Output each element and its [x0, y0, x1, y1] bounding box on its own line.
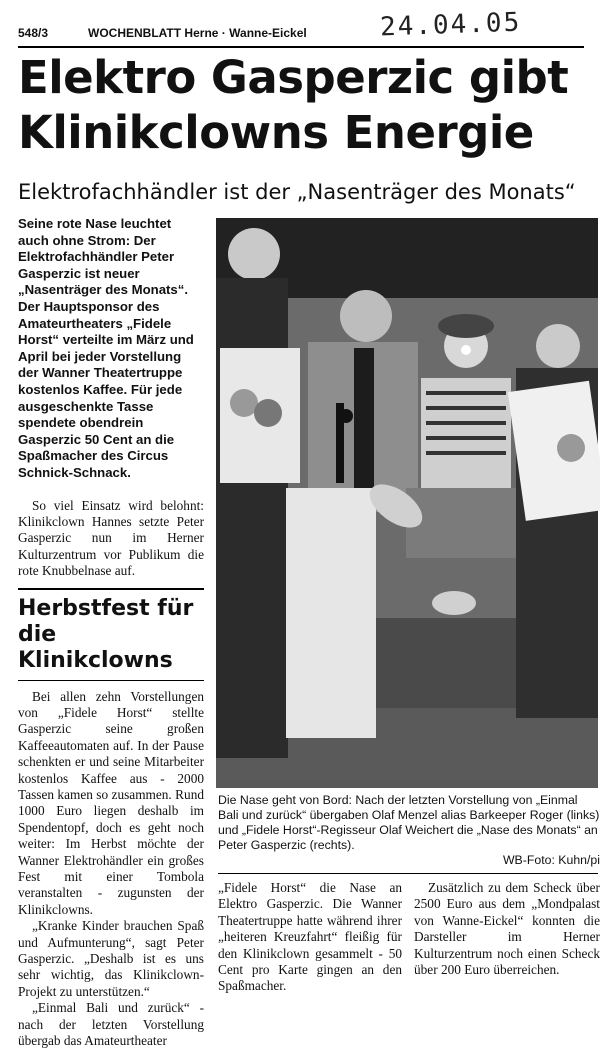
photo-illustration: [216, 218, 598, 788]
article-photo: [216, 218, 598, 788]
left-column: [18, 216, 204, 1049]
middle-column: [218, 880, 402, 995]
body-paragraph-5: „Fidele Horst“ die Nase an Elektro Gasperzic. Die Wanner Theatertruppe hatte während ihrer „heiteren Kreuzfahrt“ fleißig für den Klinikclown gesammelt - 50 Cent pro Karte gingen an den Spaßmacher.: [218, 880, 402, 994]
body-paragraph-3: „Kranke Kinder brauchen Spaß und Aufmunterung“, sagt Peter Gasperzic. „Deshalb ist es uns sehr wichtig, das Klinikclown-Projekt zu unterstützen.“: [18, 918, 204, 999]
masthead-line: [18, 7, 584, 43]
article-subheadline: Elektrofachhändler ist der „Nasenträger des Monats“: [18, 180, 576, 204]
article-headline: Elektro Gasperzic gibt Klinikclowns Energie: [18, 51, 569, 159]
newspaper-name: [88, 26, 307, 40]
body-paragraph-2: Bei allen zehn Vorstellungen von „Fidele Horst“ stellte Gasperzic seine großen Kaffeeautomaten auf. In der Pause schenkten er und seine Mitarbeiter kostenlos Kaffee aus - 2000 Tassen kamen so zusammen. Rund 1000 Euro liegen deshalb im Spendentopf, doch es geht noch weiter: Im Herbst möchte der Wanner Elektrohändler ein großes Fest mit einer Tombola veranstalten - zugunsten der Klinikclowns.: [18, 688, 204, 917]
caption-text: Die Nase geht von Bord: Nach der letzten Vorstellung von „Einmal Bali und zurück“ übergaben Olaf Menzel alias Barkeeper Roger (links) und „Fidele Horst“-Regisseur Olaf Weichert die „Nase des Monats“ an Peter Gasperzic (rechts).: [218, 793, 600, 852]
photo-caption: [218, 793, 600, 868]
section-rule-thin: [18, 680, 204, 681]
top-rule: [18, 46, 584, 48]
handwritten-date: 24.04.05: [379, 7, 522, 43]
photo-credit: WB-Foto: Kuhn/pi: [502, 853, 600, 867]
section-heading: Herbstfest für die Klinikclowns: [18, 595, 194, 673]
page-number: 548/3: [18, 26, 49, 40]
right-column: [414, 880, 600, 978]
body-paragraph-1: So viel Einsatz wird belohnt: Klinikclown Hannes setzte Peter Gasperzic nun im Herner Kulturzentrum vor Publikum die rote Knubbelnase auf.: [18, 497, 204, 579]
paper-title: WOCHENBLATT Herne: [88, 26, 219, 40]
paper-city: Wanne-Eickel: [229, 26, 307, 40]
body-paragraph-6: Zusätzlich zu dem Scheck über 2500 Euro aus dem „Mondpalast von Wanne-Eickel“ konnten die Darsteller im Herner Kulturzentrum noch einen Scheck über 200 Euro überreichen.: [414, 880, 600, 978]
lead-paragraph: Seine rote Nase leuchtet auch ohne Strom: Der Elektrofachhändler Peter Gasperzic ist neuer „Nasenträger des Monats“. Der Hauptsponsor des Amateurtheaters „Fidele Horst“ verteilte im März und April bei jeder Vorstellung der Wanner Theatertruppe kostenlos Kaffee. Für jede ausgeschenkte Tasse spendete obendrein Gasperzic 50 Cent an die Spaßmacher des Circus Schnick-Schnack.: [18, 216, 194, 480]
section-rule: [18, 588, 204, 590]
body-paragraph-4: „Einmal Bali und zurück“ - nach der letzten Vorstellung übergab das Amateurtheater: [18, 1000, 204, 1049]
city-separator: ·: [221, 26, 226, 40]
caption-rule: [218, 873, 598, 874]
